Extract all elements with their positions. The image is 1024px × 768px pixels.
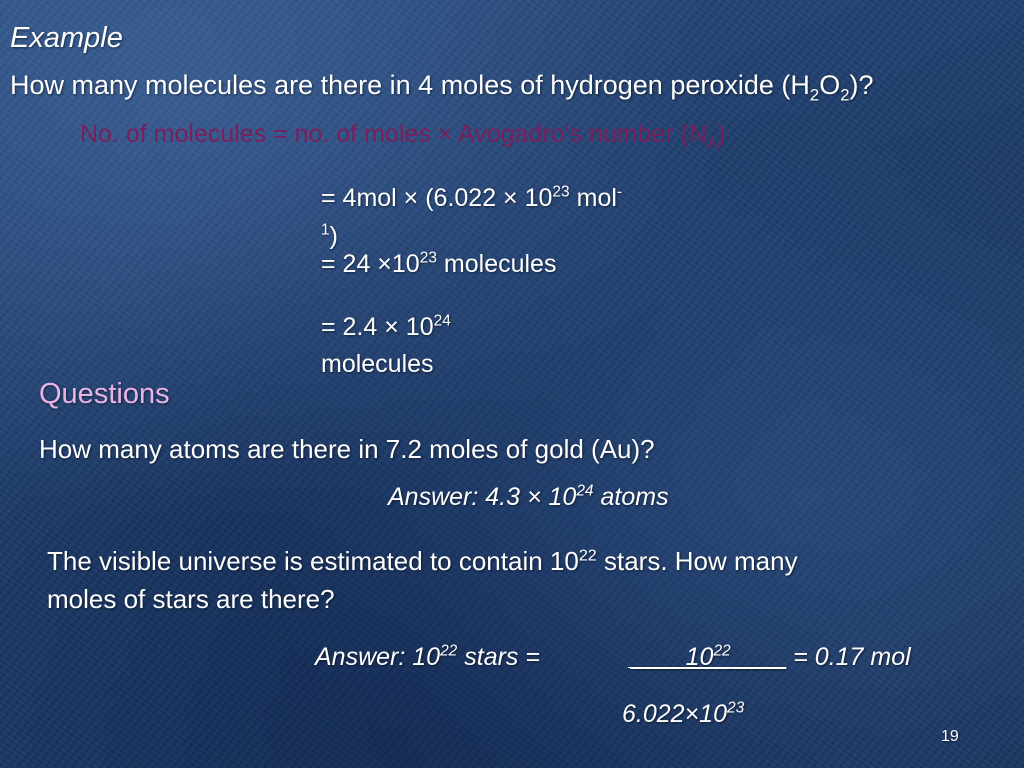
calc-step-2: = $24 \times 10^{23}$ molecules [321, 249, 557, 278]
answer-1: Answer: $4.3 \times 10^{24}$ atoms [388, 482, 669, 511]
avogadro-formula: No. of molecules = no. of moles × Avogadro's number $(N_A)$ [80, 120, 726, 152]
answer-2-fraction-denominator: $6.022\times 10^{23}$ [622, 699, 745, 728]
answer-2-fraction-numerator: $\_\_\_\_10^{22}\_\_\_\_ = 0.17$ mol [630, 642, 911, 671]
calc-step-1: = $4mol \times (6.022 \times 10^{23}$ mol- [321, 183, 623, 212]
example-heading: Example [10, 22, 123, 54]
questions-heading: Questions [39, 378, 170, 410]
question-1: How many atoms are there in 7.2 moles of gold (Au)? [39, 434, 655, 464]
question-2-cont: moles of stars are there? [47, 584, 335, 614]
page-number: 19 [941, 728, 959, 745]
answer-2: Answer: $10^{22}$ stars = [315, 642, 540, 671]
calc-step-3: = $2.4 \times 10^{24}$ [321, 312, 451, 341]
calc-step-1-cont: $^1$) [321, 221, 338, 250]
question-2: The visible universe is estimated to contain $10^{22}$ stars. How many [47, 546, 798, 576]
calc-step-3-cont: molecules [321, 350, 434, 378]
example-question: How many molecules are there in 4 moles of hydrogen peroxide $(H_2O_2)$? [10, 70, 874, 105]
